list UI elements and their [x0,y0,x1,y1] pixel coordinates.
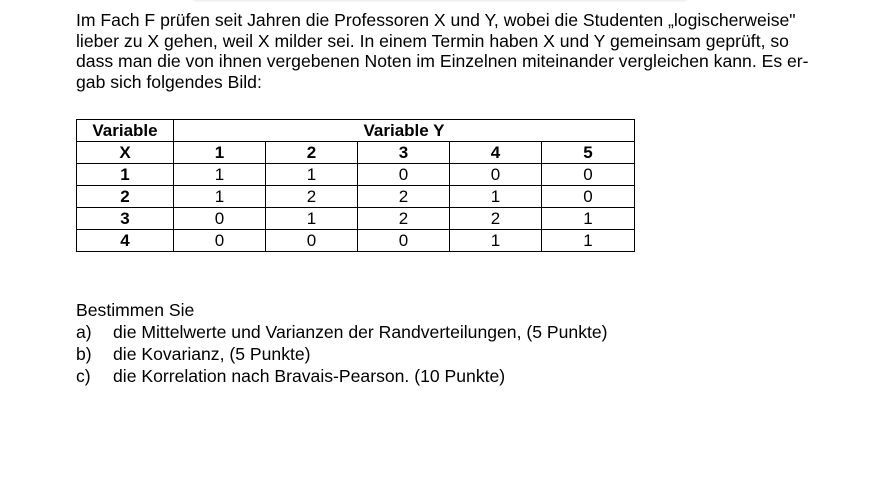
corner-header-x: X [77,142,174,164]
table-cell: 2 [358,208,450,230]
col-header: 3 [358,142,450,164]
table-cell: 0 [542,164,635,186]
table-cell: 2 [266,186,358,208]
table-cell: 1 [174,164,266,186]
table-row [77,230,635,252]
table-cell: 1 [266,208,358,230]
task-item [76,321,608,343]
col-header: 4 [450,142,542,164]
row-header: 1 [77,164,174,186]
col-header: 1 [174,142,266,164]
col-header: 5 [542,142,635,164]
table-cell: 0 [542,186,635,208]
table-cell: 0 [174,230,266,252]
table-row [77,208,635,230]
table-cell: 1 [174,186,266,208]
task-marker: b) [76,344,92,364]
intro-line: Im Fach F prüfen seit Jahren die Professoren X und Y, wobei die Studenten „logischerweise" [76,10,796,30]
table-cell: 0 [450,164,542,186]
table-cell: 0 [174,208,266,230]
table-cell: 1 [266,164,358,186]
corner-header: Variable [77,120,174,142]
intro-paragraph [76,10,866,92]
task-marker: a) [76,322,92,342]
table-cell: 1 [450,186,542,208]
task-text: die Kovarianz, (5 Punkte) [113,344,311,364]
table-row [77,164,635,186]
row-header: 4 [77,230,174,252]
table-cell: 0 [358,230,450,252]
row-header: 3 [77,208,174,230]
task-text: die Korrelation nach Bravais-Pearson. (10 Punkte) [113,366,506,386]
table-cell: 2 [358,186,450,208]
intro-line: gab sich folgendes Bild: [76,71,262,92]
task-item [76,343,608,365]
task-item [76,365,608,387]
task-text: die Mittelwerte und Varianzen der Randverteilungen, (5 Punkte) [113,322,608,342]
col-header: 2 [266,142,358,164]
table-cell: 1 [450,230,542,252]
table-cell: 0 [266,230,358,252]
intro-line: lieber zu X gehen, weil X milder sei. In einem Termin haben X und Y gemeinsam geprüft, so [76,30,789,51]
table-cell: 1 [542,208,635,230]
task-heading: Bestimmen Sie [76,300,195,320]
page-top-shadow [190,0,690,2]
table-cell: 0 [358,164,450,186]
table-cell: 1 [542,230,635,252]
task-marker: c) [76,366,91,386]
table-header-row-1 [77,120,635,142]
table-cell: 2 [450,208,542,230]
task-list [76,299,608,387]
row-header: 2 [77,186,174,208]
table-row [77,186,635,208]
table-header-row-2 [77,142,635,164]
col-group-header: Variable Y [174,120,635,142]
grades-table [76,119,635,252]
intro-line: dass man die von ihnen vergebenen Noten im Einzelnen miteinander vergleichen kann. Es er- [76,51,809,71]
